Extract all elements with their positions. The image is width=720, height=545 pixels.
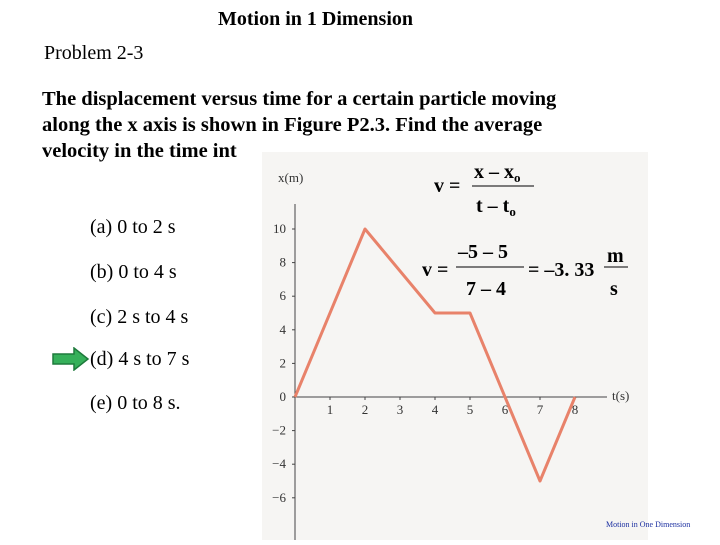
computed-numerator: –5 – 5 <box>458 241 508 263</box>
displacement-time-graph <box>262 152 648 540</box>
y-tick-label: 2 <box>279 355 286 371</box>
y-tick-label: 10 <box>273 221 286 236</box>
figure-p2-3 <box>262 152 648 540</box>
y-axis-label: x(m) <box>278 170 304 185</box>
unit-denominator: s <box>610 278 618 300</box>
x-tick-label: 5 <box>466 402 474 417</box>
x-tick-label: 8 <box>571 402 579 417</box>
unit-numerator: m <box>607 245 624 267</box>
x-tick-label: 3 <box>396 402 404 417</box>
y-tick-label: 0 <box>279 389 286 404</box>
computed-denominator: 7 – 4 <box>466 278 506 300</box>
x-tick-label: 6 <box>501 402 509 417</box>
computed-result: = –3. 33 <box>528 259 595 281</box>
problem-line: velocity in the time int <box>42 140 237 162</box>
x-tick-label: 2 <box>361 402 369 417</box>
computed-velocity-formula <box>422 241 628 300</box>
option-c[interactable]: (c) 2 s to 4 s <box>90 306 189 328</box>
problem-line: The displacement versus time for a certain particle moving <box>42 88 557 110</box>
x-axis-label: t(s) <box>612 388 630 403</box>
y-tick-label: −4 <box>272 456 286 472</box>
problem-label: Problem 2-3 <box>44 42 144 64</box>
formula-lhs: v = <box>434 175 461 197</box>
x-tick-label: 4 <box>431 402 439 417</box>
y-tick-label: 8 <box>279 254 286 270</box>
y-tick-label: 4 <box>279 321 286 337</box>
y-tick-label: −2 <box>272 422 286 438</box>
arrow-right-icon <box>52 347 90 371</box>
x-tick-label: 1 <box>326 402 334 417</box>
formula-numerator: x – $x_o$ <box>474 161 521 185</box>
option-d[interactable]: (d) 4 s to 7 s <box>90 348 190 370</box>
problem-line: along the x axis is shown in Figure P2.3. Find the average <box>42 114 543 136</box>
option-e[interactable]: (e) 0 to 8 s. <box>90 392 181 414</box>
average-velocity-formula <box>434 161 534 219</box>
computed-lhs: v = <box>422 259 449 281</box>
y-tick-label: −6 <box>272 489 286 505</box>
option-a[interactable]: (a) 0 to 2 s <box>90 216 176 238</box>
formula-denominator: t – $t_o$ <box>476 195 516 219</box>
option-b[interactable]: (b) 0 to 4 s <box>90 261 177 283</box>
y-tick-label: 6 <box>279 288 286 304</box>
slide-title: Motion in 1 Dimension <box>218 8 414 30</box>
x-tick-label: 7 <box>536 402 544 417</box>
footer-text: Motion in One Dimension <box>606 520 691 529</box>
